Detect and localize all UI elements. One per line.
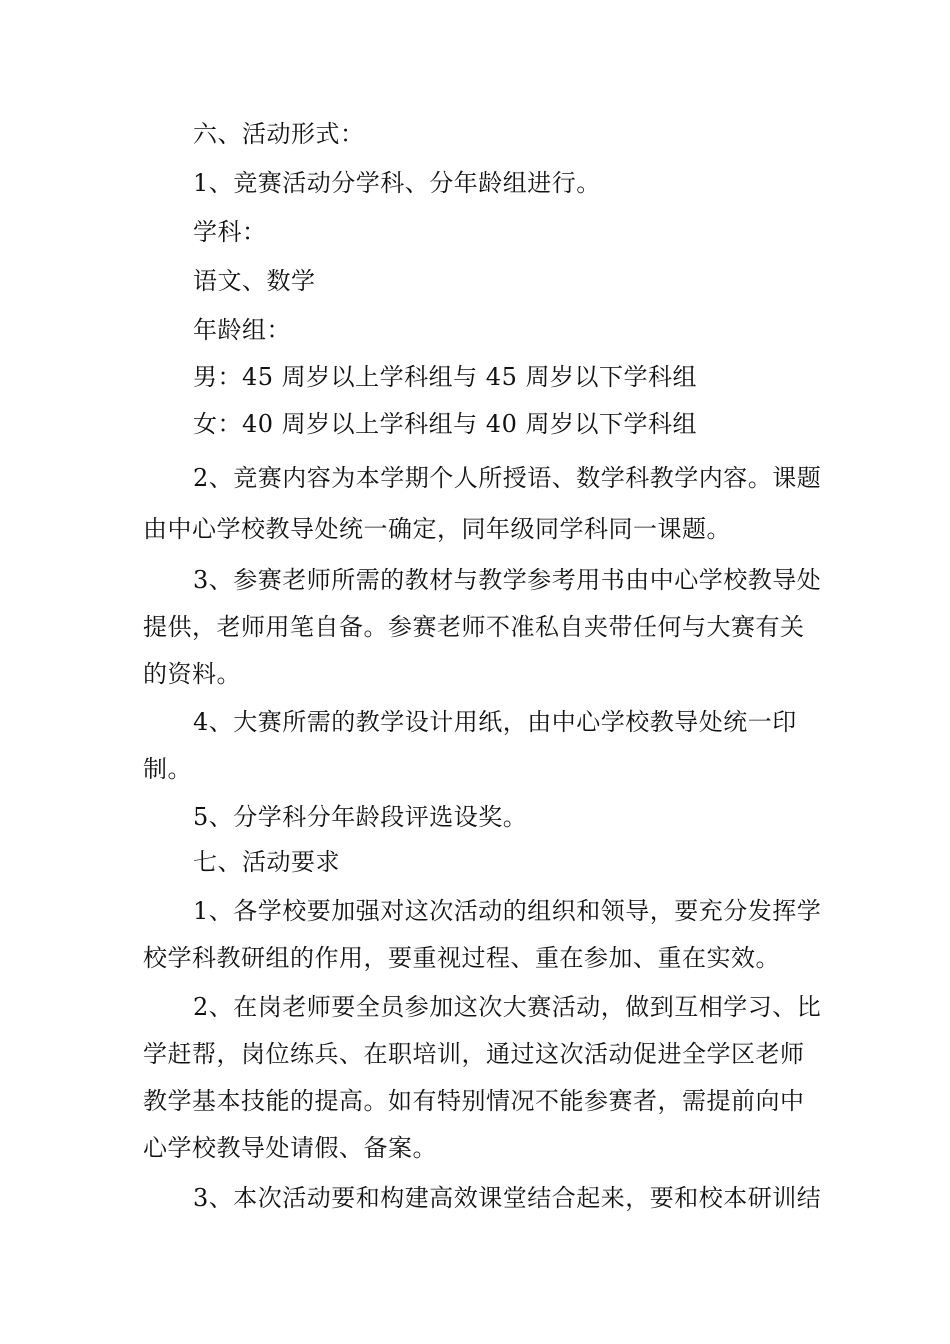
paragraph-line: 制。: [143, 755, 192, 783]
paragraph-line: 1、各学校要加强对这次活动的组织和领导，要充分发挥学: [193, 897, 822, 925]
paragraph-line: 由中心学校教导处统一确定，同年级同学科同一课题。: [143, 515, 731, 543]
paragraph-line: 学赶帮，岗位练兵、在职培训，通过这次活动促进全学区老师: [143, 1040, 805, 1068]
paragraph-line: 学科：: [193, 218, 267, 246]
section-heading-activity-requirements: 七、活动要求: [193, 848, 340, 876]
paragraph-line: 3、本次活动要和构建高效课堂结合起来，要和校本研训结: [193, 1184, 822, 1212]
paragraph-line: 男：45 周岁以上学科组与 45 周岁以下学科组: [193, 363, 697, 391]
paragraph-line: 心学校教导处请假、备案。: [143, 1134, 437, 1162]
paragraph-line: 1、竞赛活动分学科、分年龄组进行。: [193, 169, 601, 197]
section-heading-activity-form: 六、活动形式：: [193, 120, 365, 148]
paragraph-line: 5、分学科分年龄段评选设奖。: [193, 803, 528, 831]
paragraph-line: 提供，老师用笔自备。参赛老师不准私自夹带任何与大赛有关: [143, 613, 805, 641]
paragraph-line: 2、竞赛内容为本学期个人所授语、数学科教学内容。课题: [193, 464, 822, 492]
paragraph-line: 年龄组：: [193, 316, 291, 344]
paragraph-line: 校学科教研组的作用，要重视过程、重在参加、重在实效。: [143, 944, 780, 972]
paragraph-line: 语文、数学: [193, 267, 316, 295]
paragraph-line: 3、参赛老师所需的教材与教学参考用书由中心学校教导处: [193, 566, 822, 594]
paragraph-line: 女：40 周岁以上学科组与 40 周岁以下学科组: [193, 410, 697, 438]
paragraph-line: 教学基本技能的提高。如有特别情况不能参赛者，需提前向中: [143, 1087, 805, 1115]
paragraph-line: 4、大赛所需的教学设计用纸，由中心学校教导处统一印: [193, 708, 797, 736]
paragraph-line: 2、在岗老师要全员参加这次大赛活动，做到互相学习、比: [193, 993, 822, 1021]
paragraph-line: 的资料。: [143, 660, 241, 688]
